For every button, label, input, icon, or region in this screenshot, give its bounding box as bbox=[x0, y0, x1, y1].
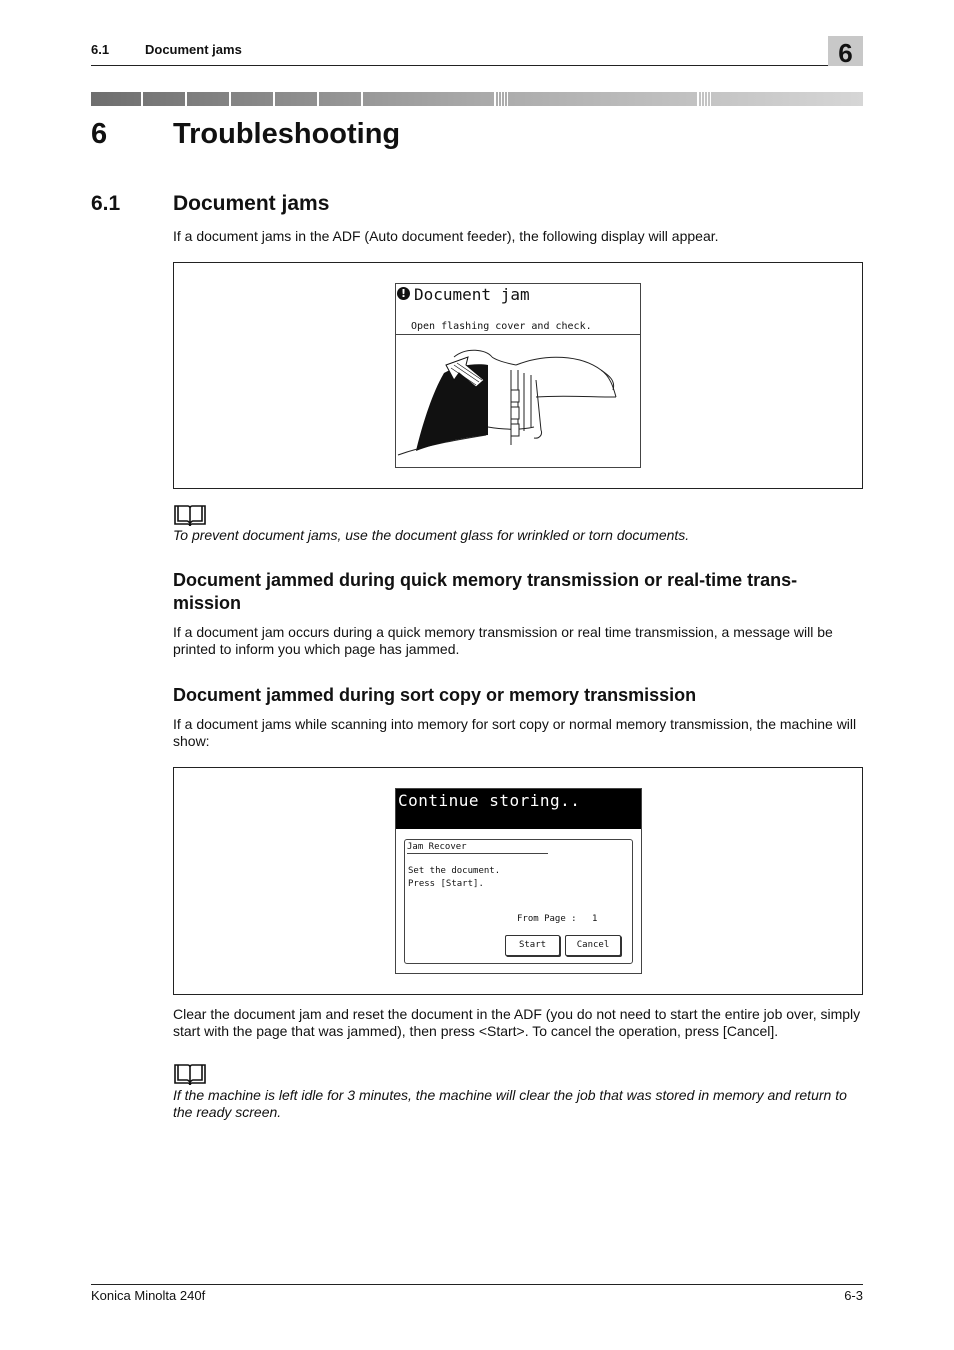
note-book-icon bbox=[173, 503, 207, 527]
footer-product: Konica Minolta 240f bbox=[91, 1288, 206, 1303]
section-title bbox=[91, 192, 329, 216]
note-book-icon bbox=[173, 1062, 207, 1086]
footer-rule bbox=[91, 1284, 863, 1285]
note-idle-timeout: If the machine is left idle for 3 minutes, the machine will clear the job that was stored in memory and return to the ready screen. bbox=[173, 1087, 847, 1120]
paragraph-sort-copy: If a document jams while scanning into memory for sort copy or normal memory transmission, the machine will show: bbox=[173, 716, 857, 749]
from-page-label: From Page : bbox=[517, 914, 577, 924]
chapter-title bbox=[91, 118, 400, 151]
from-page-value: 1 bbox=[592, 914, 598, 924]
cancel-button[interactable]: Cancel bbox=[565, 935, 621, 956]
lcd-title: Continue storing.. bbox=[398, 791, 581, 810]
chapter-title-text: Troubleshooting bbox=[173, 118, 401, 150]
running-header bbox=[91, 42, 242, 57]
header-section-number: 6.1 bbox=[91, 42, 110, 57]
subheading-quick-memory: Document jammed during quick memory transmission or real-time trans-mission bbox=[173, 570, 798, 613]
lcd-continue-storing bbox=[395, 788, 642, 974]
start-button[interactable]: Start bbox=[505, 935, 560, 956]
lcd-title: Document jam bbox=[414, 285, 530, 304]
lcd-document-jam bbox=[395, 283, 641, 468]
chapter-number: 6 bbox=[91, 118, 108, 150]
section-intro: If a document jams in the ADF (Auto document feeder), the following display will appear. bbox=[173, 228, 719, 244]
panel-title: Jam Recover bbox=[407, 842, 548, 854]
paragraph-clear-jam: Clear the document jam and reset the document in the ADF (you do not need to start the entire job over, simply start with the page that was jammed), then press <Start>. To cancel the operation, press [Cancel]. bbox=[173, 1006, 861, 1039]
subheading-sort-copy: Document jammed during sort copy or memory transmission bbox=[173, 685, 697, 705]
lcd-title-bar bbox=[396, 789, 641, 829]
figure-document-jam bbox=[173, 262, 863, 489]
footer-page-number: 6-3 bbox=[844, 1288, 863, 1303]
paragraph-quick-memory: If a document jam occurs during a quick memory transmission or real time transmission, a message will be printed to inform you which page has jammed. bbox=[173, 624, 833, 657]
lcd-title-area bbox=[396, 284, 640, 335]
header-section-title: Document jams bbox=[145, 42, 242, 57]
note-prevent-jams: To prevent document jams, use the document glass for wrinkled or torn documents. bbox=[173, 527, 690, 543]
chapter-badge: 6 bbox=[828, 36, 863, 66]
instruction-line-2: Press [Start]. bbox=[408, 879, 484, 889]
instruction-line-1: Set the document. bbox=[408, 866, 501, 876]
jam-recover-panel bbox=[404, 839, 633, 964]
lcd-message: Open flashing cover and check. bbox=[411, 321, 592, 332]
figure-continue-storing bbox=[173, 767, 863, 995]
section-number: 6.1 bbox=[91, 192, 121, 215]
header-rule bbox=[91, 65, 863, 66]
adf-illustration bbox=[396, 335, 640, 467]
decorative-band bbox=[91, 92, 863, 106]
warning-icon: ! bbox=[397, 287, 410, 300]
section-title-text: Document jams bbox=[173, 192, 330, 215]
